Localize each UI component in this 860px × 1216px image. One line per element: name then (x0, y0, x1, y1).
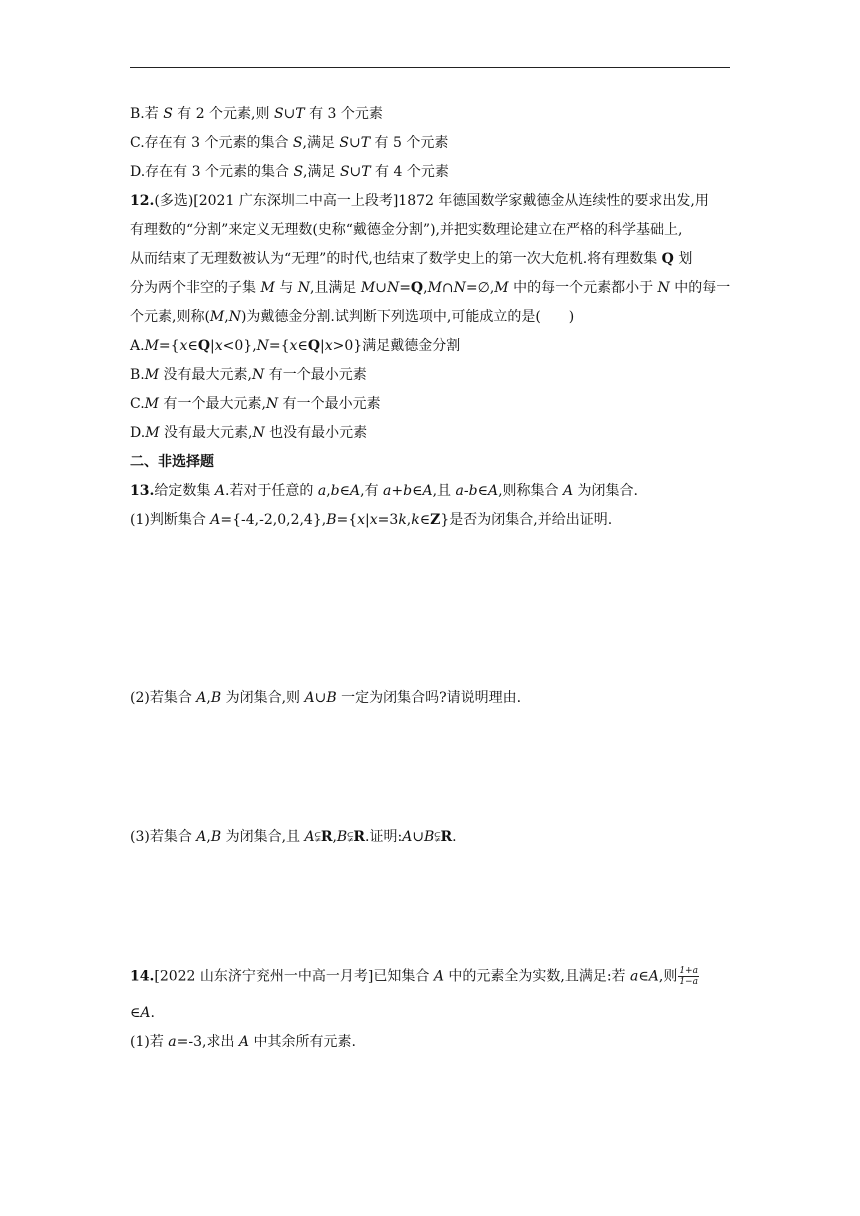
option-12d: D.M 没有最大元素,N 也没有最小元素 (130, 425, 368, 441)
option-11d: D.存在有 3 个元素的集合 S,满足 S∪T 有 4 个元素 (130, 164, 449, 180)
section-heading: 二、非选择题 (130, 454, 214, 470)
question-14-part-1: (1)若 a=-3,求出 A 中其余所有元素. (130, 1034, 356, 1050)
question-14-line-1: 14.[2022 山东济宁兖州一中高一月考]已知集合 A 中的元素全为实数,且满足:若 a∈A,则 $\frac{1+a}{1-a}$ (130, 966, 698, 987)
option-11c: C.存在有 3 个元素的集合 S,满足 S∪T 有 5 个元素 (130, 135, 449, 151)
question-13-part-2: (2)若集合 A,B 为闭集合,则 A∪B 一定为闭集合吗?请说明理由. (130, 690, 522, 706)
question-13-stem: 13.给定数集 A.若对于任意的 a,b∈A,有 a+b∈A,且 a-b∈A,则称集合 A 为闭集合. (130, 483, 638, 499)
option-12b: B.M 没有最大元素,N 有一个最小元素 (130, 367, 367, 383)
option-11b: B.若 S 有 2 个元素,则 S∪T 有 3 个元素 (130, 106, 383, 122)
question-12-line-3: 从而结束了无理数被认为“无理”的时代,也结束了数学史上的第一次大危机.将有理数集 Q 划 (130, 251, 693, 267)
question-13-part-1: (1)判断集合 A={-4,-2,0,2,4},B={x|x=3k,k∈Z}是否为闭集合,并给出证明. (130, 512, 613, 528)
question-14-line-2: ∈A. (130, 1005, 155, 1021)
option-12a: A.M={x∈Q|x<0},N={x∈Q|x>0}满足戴德金分割 (130, 338, 461, 354)
fraction (678, 966, 699, 987)
question-12-line-1: 12.(多选)[2021 广东深圳二中高一上段考]1872 年德国数学家戴德金从连续性的要求出发,用 (130, 193, 709, 209)
question-13-part-3: (3)若集合 A,B 为闭集合,且 A⫋R,B⫋R.证明:A∪B⫋R. (130, 829, 457, 845)
option-12c: C.M 有一个最大元素,N 有一个最小元素 (130, 396, 381, 412)
fraction-denominator: 1−a (679, 977, 698, 987)
fraction-numerator: 1+a (679, 966, 698, 976)
question-12-line-5: 个元素,则称(M,N)为戴德金分割.试判断下列选项中,可能成立的是( ) (130, 309, 575, 325)
header-rule (130, 67, 730, 68)
question-12-line-2: 有理数的“分割”来定义无理数(史称“戴德金分割”),并把实数理论建立在严格的科学基础上, (130, 222, 683, 238)
question-12-line-4: 分为两个非空的子集 M 与 N,且满足 M∪N=Q,M∩N=∅,M 中的每一个元素都小于 N 中的每一 (130, 280, 731, 296)
